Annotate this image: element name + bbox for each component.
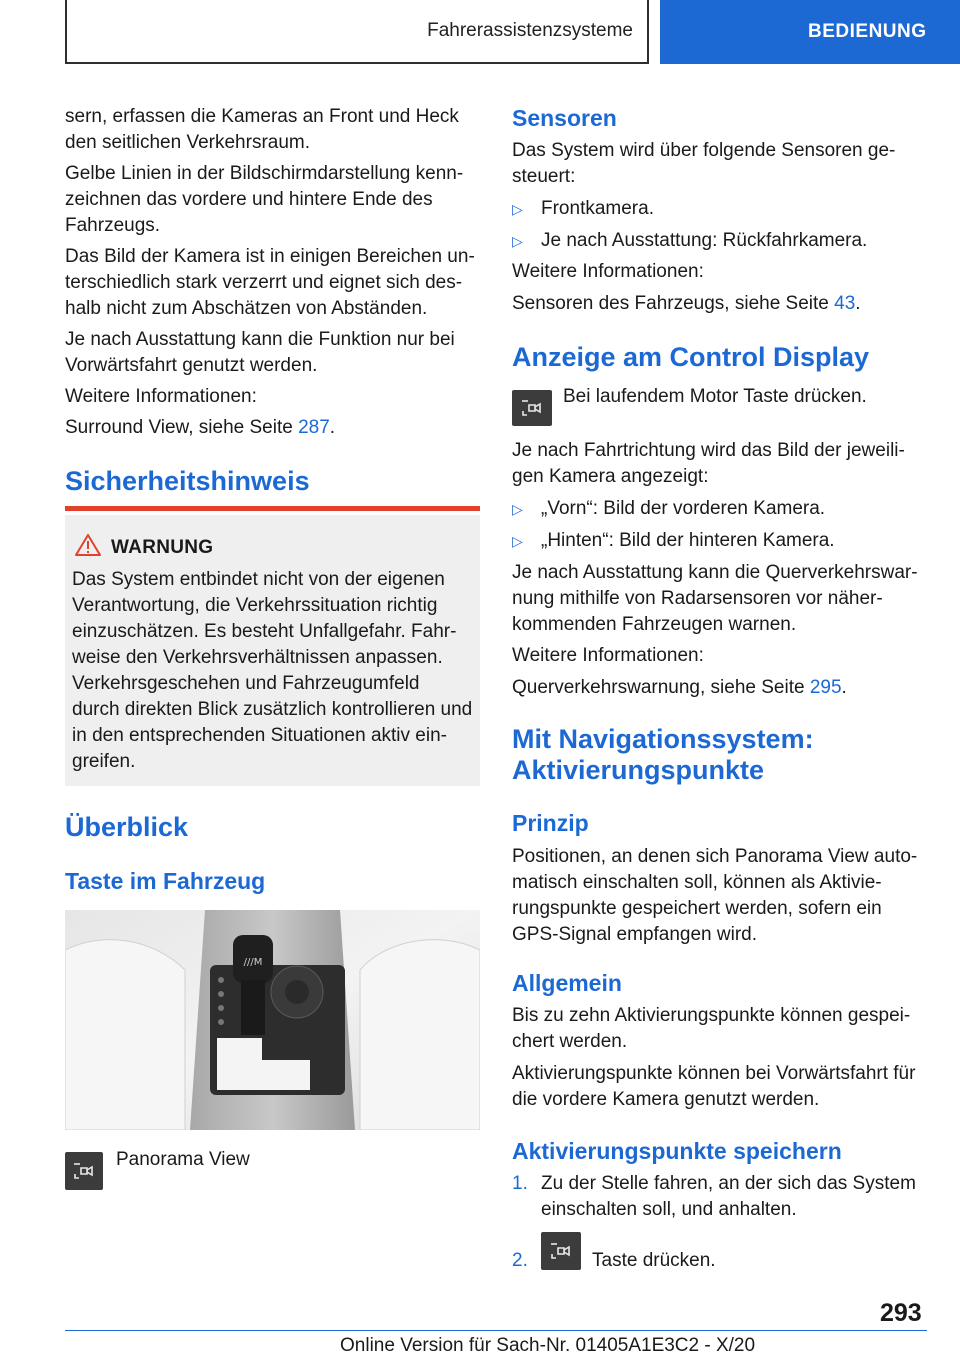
reference-line [512, 291, 861, 317]
list-item-text: „Vorn“: Bild der vorderen Kamera. [541, 498, 826, 519]
list-item [512, 196, 930, 222]
paragraph-line: Je nach Fahrtrichtung wird das Bild der jeweili- [512, 440, 905, 461]
triangle-bullet-icon: ▷ [512, 201, 523, 217]
heading-anzeige-control-display: Anzeige am Control Display [512, 342, 870, 372]
warning-line: in den entsprechenden Situationen aktiv ein- [72, 725, 447, 746]
page-link-295[interactable]: 295 [809, 677, 842, 698]
step-number: 2. [512, 1250, 528, 1271]
camera-view-icon [519, 397, 545, 419]
heading-allgemein: Allgemein [512, 970, 622, 996]
press-button-text: Bei laufendem Motor Taste drücken. [563, 386, 867, 407]
reference-period: . [855, 293, 861, 314]
step-text: einschalten soll, und anhalten. [541, 1199, 797, 1220]
step-text: Taste drücken. [592, 1250, 716, 1271]
paragraph-line: die vordere Kamera genutzt werden. [512, 1089, 820, 1110]
paragraph-line: gen Kamera angezeigt: [512, 466, 709, 487]
page-link-43[interactable]: 43 [834, 293, 856, 314]
reference-period: . [329, 417, 336, 438]
warning-line: weise den Verkehrsverhältnissen anpassen. [72, 647, 443, 668]
paragraph-line: Je nach Ausstattung kann die Querverkehrswar- [512, 562, 918, 583]
triangle-bullet-icon: ▷ [512, 233, 523, 249]
paragraph-line: sern, erfassen die Kameras an Front und Heck [65, 106, 459, 127]
console-photo [65, 910, 480, 1130]
triangle-bullet-icon: ▷ [512, 501, 523, 517]
paragraph-line: Das System wird über folgende Sensoren ge- [512, 140, 896, 161]
center-console-illustration [65, 910, 480, 1130]
heading-aktivierungspunkte: Aktivierungspunkte [512, 755, 765, 785]
paragraph-line: Fahrzeugs. [65, 215, 161, 236]
paragraph-line: steuert: [512, 166, 576, 187]
footer-rule [65, 1330, 927, 1331]
paragraph-line: terschiedlich stark verzerrt und eignet sich des- [65, 272, 463, 293]
warning-line: einzuschätzen. Es besteht Unfallgefahr. Fahr- [72, 621, 457, 642]
paragraph-line: Aktivierungspunkte können bei Vorwärtsfahrt für [512, 1063, 916, 1084]
more-info-label: Weitere Informationen: [512, 645, 704, 666]
paragraph-line: GPS-Signal empfangen wird. [512, 924, 758, 945]
reference-line [65, 415, 335, 441]
paragraph-line: Je nach Ausstattung kann die Funktion nur bei [65, 329, 455, 350]
more-info-label: Weitere Informationen: [512, 261, 704, 282]
step-number: 1. [512, 1173, 528, 1194]
list-item [512, 528, 930, 554]
reference-line [512, 675, 847, 701]
paragraph-line: zeichnen das vordere und hintere Ende des [65, 189, 433, 210]
paragraph-line: Das Bild der Kamera ist in einigen Bereichen un- [65, 246, 475, 267]
paragraph-line: Gelbe Linien in der Bildschirmdarstellung kenn- [65, 163, 464, 184]
header-chapter-tab[interactable] [660, 0, 960, 64]
numbered-step [512, 1171, 930, 1223]
heading-sicherheitshinweis: Sicherheitshinweis [65, 466, 310, 496]
camera-view-icon [548, 1240, 574, 1262]
warning-line: durch direkten Blick zusätzlich kontrollieren und [72, 699, 473, 720]
warning-triangle-icon [74, 533, 102, 557]
paragraph-line: matisch einschalten soll, können als Aktivie- [512, 872, 882, 893]
heading-aktivierungspunkte-speichern: Aktivierungspunkte speichern [512, 1138, 842, 1164]
camera-view-icon [71, 1160, 97, 1182]
more-info-label: Weitere Informationen: [65, 386, 257, 407]
camera-button-icon [512, 390, 552, 426]
panorama-view-caption: Panorama View [116, 1149, 250, 1170]
paragraph-line: chert werden. [512, 1031, 628, 1052]
page-number: 293 [880, 1299, 922, 1327]
paragraph-line: Positionen, an denen sich Panorama View auto- [512, 846, 918, 867]
heading-prinzip: Prinzip [512, 810, 589, 836]
step-camera-button-icon [541, 1232, 581, 1270]
paragraph-line: rungspunkte gespeichert werden, sofern ein [512, 898, 882, 919]
list-item [512, 496, 930, 522]
reference-text: Sensoren des Fahrzeugs, siehe Seite [512, 293, 835, 314]
chapter-title: BEDIENUNG [808, 21, 927, 42]
list-item-text: Frontkamera. [541, 198, 654, 219]
warning-line: Das System entbindet nicht von der eigenen [72, 569, 445, 590]
heading-ueberblick: Überblick [65, 812, 189, 842]
svg-text:///M: ///M [243, 957, 263, 968]
paragraph-line: nung mithilfe von Radarsensoren vor näher- [512, 588, 883, 609]
heading-mit-navigationssystem: Mit Navigationssystem: [512, 724, 814, 754]
heading-sensoren: Sensoren [512, 105, 617, 131]
panorama-view-button-icon [65, 1152, 103, 1190]
warning-title: WARNUNG [111, 537, 214, 558]
reference-period: . [841, 677, 847, 698]
warning-box [65, 515, 480, 786]
footer-version-text: Online Version für Sach-Nr. 01405A1E3C2 - X/20 [340, 1335, 756, 1356]
section-title: Fahrerassistenzsysteme [427, 20, 633, 41]
paragraph-line: Vorwärtsfahrt genutzt werden. [65, 355, 318, 376]
reference-text: Surround View, siehe Seite [65, 417, 299, 438]
warning-line: greifen. [72, 751, 136, 772]
warning-rule [65, 506, 480, 511]
reference-text: Querverkehrswarnung, siehe Seite [512, 677, 810, 698]
list-item-text: „Hinten“: Bild der hinteren Kamera. [541, 530, 835, 551]
list-item-text: Je nach Ausstattung: Rückfahrkamera. [541, 230, 868, 251]
step-text: Zu der Stelle fahren, an der sich das System [541, 1173, 916, 1194]
warning-line: Verantwortung, die Verkehrssituation richtig [72, 595, 438, 616]
page-link-287[interactable]: 287 [298, 417, 330, 438]
paragraph-line: kommenden Fahrzeugen warnen. [512, 614, 797, 635]
heading-taste-im-fahrzeug: Taste im Fahrzeug [65, 868, 266, 894]
paragraph-line: Bis zu zehn Aktivierungspunkte können gespei- [512, 1005, 911, 1026]
header-section-title [65, 0, 649, 64]
list-item [512, 228, 930, 254]
triangle-bullet-icon: ▷ [512, 533, 523, 549]
warning-line: Verkehrsgeschehen und Fahrzeugumfeld [72, 673, 420, 694]
paragraph-line: den seitlichen Verkehrsraum. [65, 132, 311, 153]
paragraph-line: halb nicht zum Abschätzen von Abständen. [65, 298, 428, 319]
